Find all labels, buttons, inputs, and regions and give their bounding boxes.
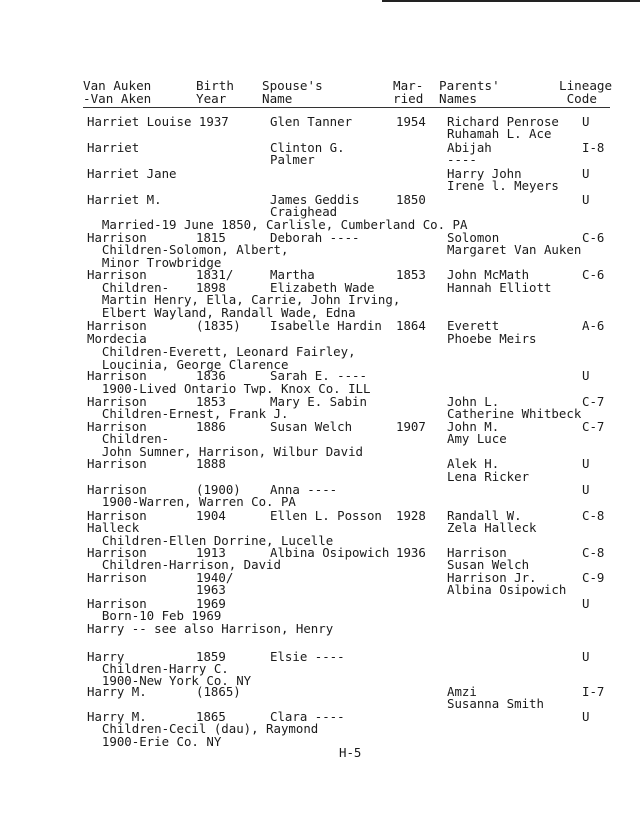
- entry-birth-year: 1888: [196, 456, 226, 471]
- entry-spouse: James Geddis: [270, 192, 360, 207]
- entry-birth-year: 1831/: [196, 267, 234, 282]
- entry-lineage-code: U: [582, 456, 590, 471]
- entry-name: 1900-Warren, Warren Co. PA: [87, 494, 296, 509]
- entry-lineage-code: C-9: [582, 570, 605, 585]
- entry-parent: Solomon: [447, 230, 500, 245]
- entry-lineage-code: U: [582, 596, 590, 611]
- entry-spouse: Martha: [270, 267, 315, 282]
- entry-name: Children-: [87, 431, 170, 446]
- entry-birth-year: (1900): [196, 482, 241, 497]
- entry-birth-year: 1898: [196, 280, 226, 295]
- entry-spouse: Ellen L. Posson: [270, 508, 382, 523]
- entry-spouse: Elsie ----: [270, 649, 345, 664]
- entry-name: Harry M.: [87, 709, 147, 724]
- entry-name: Harriet Jane: [87, 166, 177, 181]
- entry-lineage-code: A-6: [582, 318, 605, 333]
- entry-parent: Irene l. Meyers: [447, 178, 559, 193]
- entry-name: Harrison: [87, 482, 147, 497]
- entry-parent: Lena Ricker: [447, 469, 530, 484]
- entry-parent: ----: [447, 152, 477, 167]
- entry-parent: Richard Penrose: [447, 114, 559, 129]
- entry-name: Children-Ellen Dorrine, Lucelle: [87, 533, 334, 548]
- entry-name: Minor Trowbridge: [87, 255, 222, 270]
- entry-name: Loucinia, George Clarence: [87, 357, 289, 372]
- entry-name: Children-Harry C.: [87, 661, 229, 676]
- header-parents-names: Parents' Names: [439, 78, 500, 107]
- entry-name: Harrison: [87, 596, 147, 611]
- entry-name: Born-10 Feb 1969: [87, 608, 222, 623]
- entry-spouse: Glen Tanner: [270, 114, 353, 129]
- entry-birth-year: 1886: [196, 419, 226, 434]
- entry-birth-year: 1853: [196, 394, 226, 409]
- entry-parent: Randall W.: [447, 508, 522, 523]
- entry-name: Harrison: [87, 419, 147, 434]
- entry-lineage-code: I-8: [582, 140, 605, 155]
- entry-name: John Sumner, Harrison, Wilbur David: [87, 444, 364, 459]
- entry-name: Children-: [87, 280, 170, 295]
- entry-parent: Margaret Van Auken: [447, 242, 582, 257]
- entry-name: Harriet Louise 1937: [87, 114, 229, 129]
- entry-name: Harrison: [87, 570, 147, 585]
- entry-name: 1900-New York Co. NY: [87, 673, 252, 688]
- entry-name: Children-Everett, Leonard Fairley,: [87, 344, 356, 359]
- entry-name: Harrison: [87, 368, 147, 383]
- entry-spouse: Elizabeth Wade: [270, 280, 375, 295]
- entry-name: Mordecia: [87, 331, 147, 346]
- entry-name: Harry: [87, 649, 125, 664]
- entry-parent: John M.: [447, 419, 500, 434]
- entry-lineage-code: U: [582, 482, 590, 497]
- entry-lineage-code: I-7: [582, 684, 605, 699]
- entry-parent: Phoebe Meirs: [447, 331, 537, 346]
- entry-birth-year: 1963: [196, 582, 226, 597]
- entry-lineage-code: C-8: [582, 545, 605, 560]
- entry-lineage-code: U: [582, 192, 590, 207]
- entry-parent: Catherine Whitbeck: [447, 406, 582, 421]
- entry-parent: John McMath: [447, 267, 530, 282]
- entry-name: 1900-Erie Co. NY: [87, 734, 222, 749]
- entry-name: Harrison: [87, 456, 147, 471]
- entry-name: Harriet M.: [87, 192, 162, 207]
- entry-parent: Hannah Elliott: [447, 280, 552, 295]
- entry-lineage-code: U: [582, 114, 590, 129]
- entry-spouse: Clinton G.: [270, 140, 345, 155]
- entry-birth-year: 1913: [196, 545, 226, 560]
- entry-spouse: Anna ----: [270, 482, 338, 497]
- entry-name: Harriet: [87, 140, 140, 155]
- entry-parent: Susanna Smith: [447, 696, 544, 711]
- entry-birth-year: (1865): [196, 684, 241, 699]
- entry-name: Harrison: [87, 267, 147, 282]
- entry-name: Harrison: [87, 545, 147, 560]
- entry-spouse: Deborah ----: [270, 230, 360, 245]
- entry-name: Children-Cecil (dau), Raymond: [87, 721, 319, 736]
- entry-parent: Harrison: [447, 545, 507, 560]
- entry-parent: Amzi: [447, 684, 477, 699]
- entry-spouse: Palmer: [270, 152, 315, 167]
- entry-name: Harrison: [87, 508, 147, 523]
- entry-lineage-code: C-8: [582, 508, 605, 523]
- entry-lineage-code: C-7: [582, 419, 605, 434]
- entry-married-year: 1850: [396, 192, 426, 207]
- entry-birth-year: 1904: [196, 508, 226, 523]
- entry-name: Married-19 June 1850, Carlisle, Cumberland Co. PA: [87, 217, 468, 232]
- entry-name: Children-Solomon, Albert,: [87, 242, 289, 257]
- entry-parent: Harrison Jr.: [447, 570, 537, 585]
- header-van-auken: Van Auken -Van Aken: [83, 78, 152, 107]
- entry-birth-year: 1865: [196, 709, 226, 724]
- entry-parent: Amy Luce: [447, 431, 507, 446]
- entry-name: Harry -- see also Harrison, Henry: [87, 621, 334, 636]
- header-birth-year: Birth Year: [196, 78, 234, 107]
- entry-lineage-code: U: [582, 368, 590, 383]
- top-rule: [382, 0, 640, 2]
- entry-birth-year: 1815: [196, 230, 226, 245]
- entry-parent: Harry John: [447, 166, 522, 181]
- entry-name: Harrison: [87, 394, 147, 409]
- entry-spouse: Isabelle Hardin: [270, 318, 382, 333]
- entry-birth-year: (1835): [196, 318, 241, 333]
- entry-birth-year: 1969: [196, 596, 226, 611]
- entry-lineage-code: U: [582, 166, 590, 181]
- entry-birth-year: 1859: [196, 649, 226, 664]
- entry-name: Halleck: [87, 520, 140, 535]
- entry-lineage-code: U: [582, 709, 590, 724]
- entry-name: Children-Ernest, Frank J.: [87, 406, 289, 421]
- entry-name: Harry M.: [87, 684, 147, 699]
- entry-spouse: Clara ----: [270, 709, 345, 724]
- header-spouse-name: Spouse's Name: [262, 78, 323, 107]
- entry-lineage-code: C-6: [582, 267, 605, 282]
- entry-parent: Susan Welch: [447, 557, 530, 572]
- entry-married-year: 1853: [396, 267, 426, 282]
- entry-spouse: Sarah E. ----: [270, 368, 367, 383]
- entry-name: Children-Harrison, David: [87, 557, 281, 572]
- entry-spouse: Albina Osipowich: [270, 545, 390, 560]
- entry-married-year: 1864: [396, 318, 426, 333]
- entry-birth-year: 1836: [196, 368, 226, 383]
- entry-spouse: Mary E. Sabin: [270, 394, 367, 409]
- entry-name: Martin Henry, Ella, Carrie, John Irving,: [87, 292, 401, 307]
- entry-married-year: 1928: [396, 508, 426, 523]
- entry-spouse: Craighead: [270, 204, 338, 219]
- entry-parent: Alek H.: [447, 456, 500, 471]
- entry-name: Harrison: [87, 318, 147, 333]
- entry-parent: Albina Osipowich: [447, 582, 567, 597]
- entry-parent: John L.: [447, 394, 500, 409]
- entry-married-year: 1907: [396, 419, 426, 434]
- entry-spouse: Susan Welch: [270, 419, 353, 434]
- header-rule: [83, 107, 610, 108]
- entry-parent: Ruhamah L. Ace: [447, 126, 552, 141]
- entry-parent: Everett: [447, 318, 500, 333]
- header-lineage-code: Lineage Code: [559, 78, 613, 107]
- header-married: Mar- ried: [393, 78, 424, 107]
- entry-name: Harrison: [87, 230, 147, 245]
- entry-name: Elbert Wayland, Randall Wade, Edna: [87, 305, 356, 320]
- entry-birth-year: 1940/: [196, 570, 234, 585]
- entry-lineage-code: C-7: [582, 394, 605, 409]
- entry-lineage-code: U: [582, 649, 590, 664]
- page-number: H-5: [339, 745, 362, 760]
- entry-married-year: 1936: [396, 545, 426, 560]
- entry-parent: Zela Halleck: [447, 520, 537, 535]
- entry-lineage-code: C-6: [582, 230, 605, 245]
- entry-parent: Abijah: [447, 140, 492, 155]
- entry-name: 1900-Lived Ontario Twp. Knox Co. ILL: [87, 381, 371, 396]
- entry-married-year: 1954: [396, 114, 426, 129]
